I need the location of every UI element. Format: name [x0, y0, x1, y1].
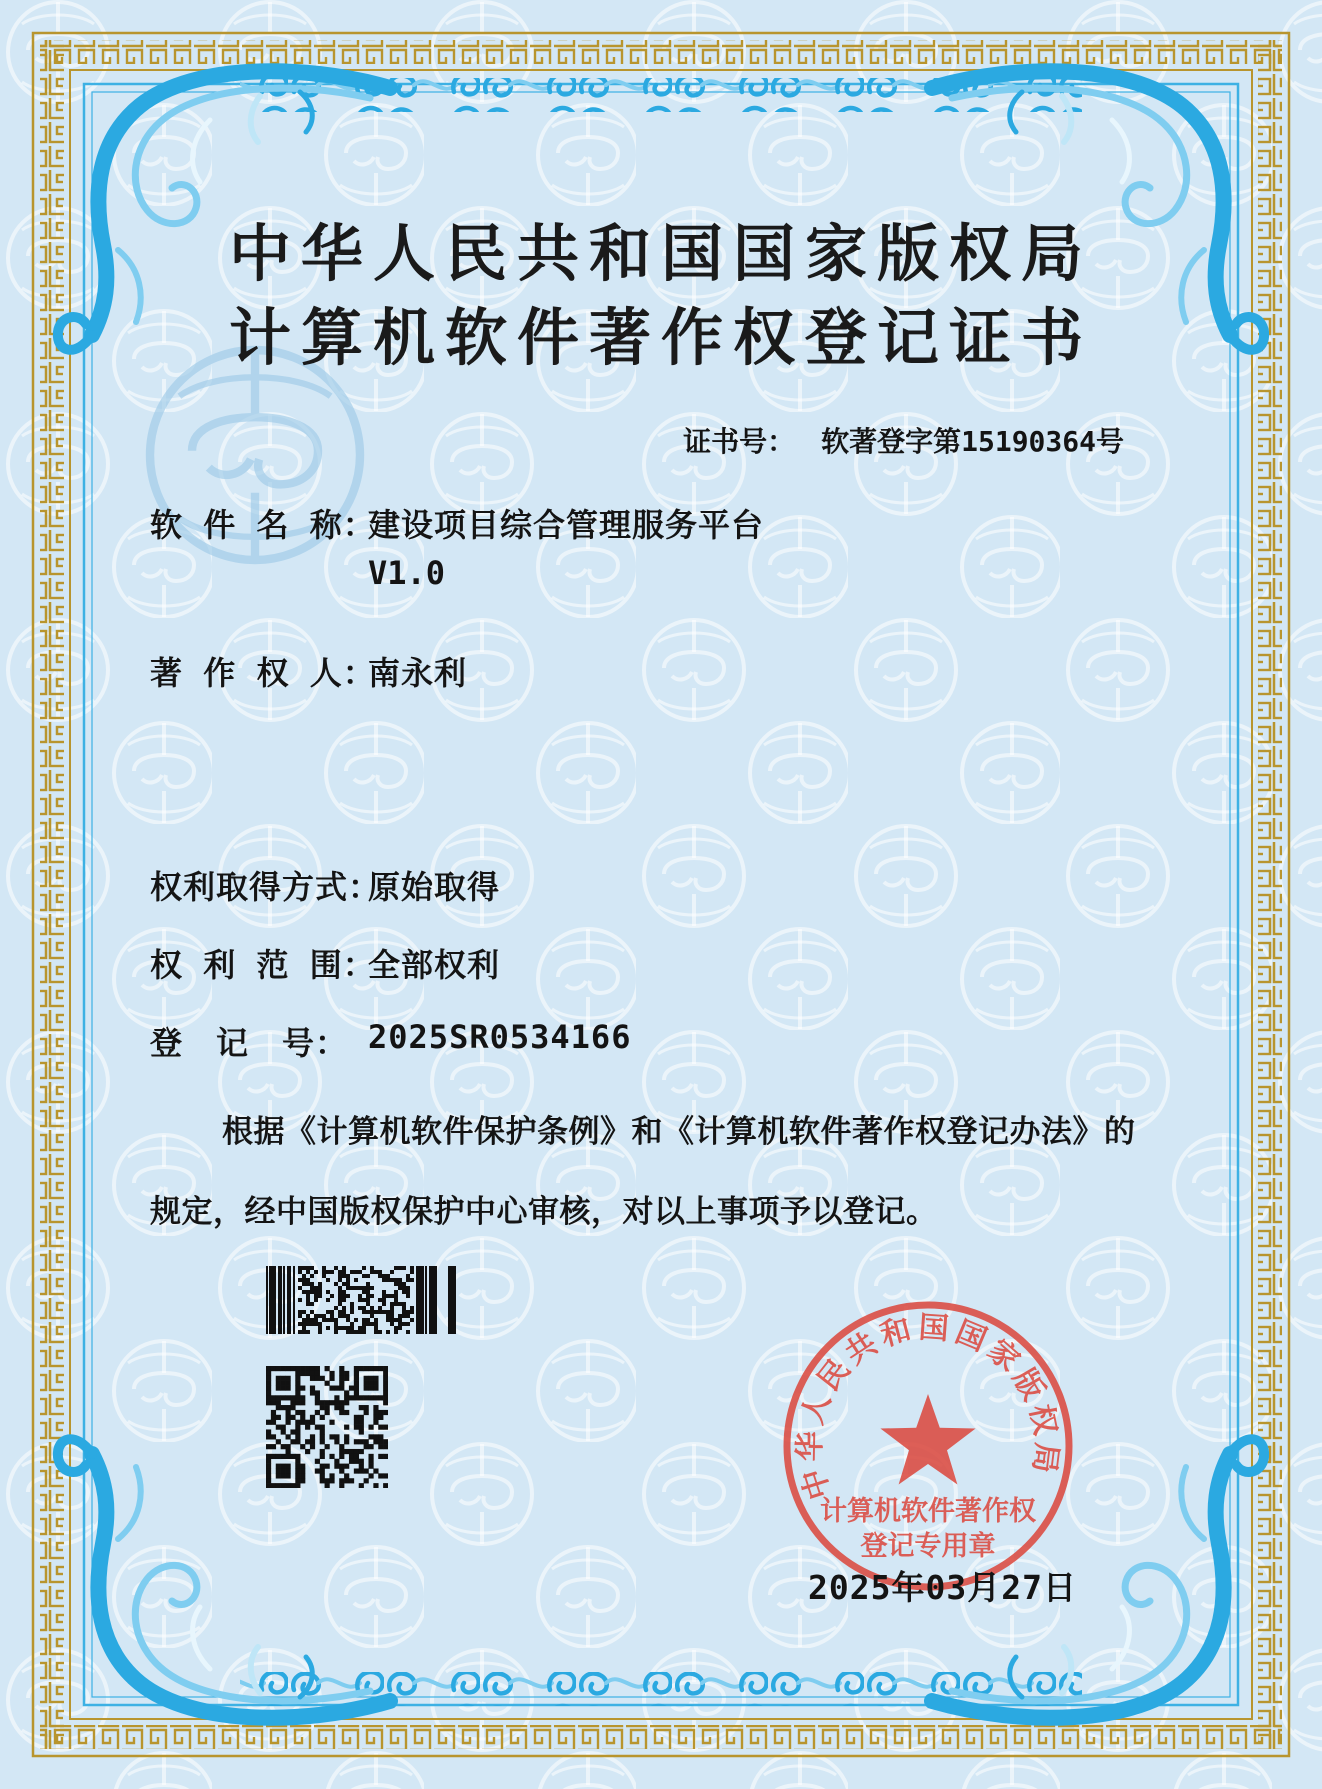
official-seal	[776, 1294, 1080, 1598]
meander-border-top	[40, 40, 1282, 64]
software-name-label: 软 件 名 称：	[150, 506, 376, 544]
acquisition-method-label: 权利取得方式：	[150, 868, 382, 906]
acquisition-method-value: 原始取得	[368, 868, 501, 906]
field-acquisition-method	[0, 862, 1322, 906]
field-rights-scope	[0, 940, 1322, 984]
seal-caption-line-1: 计算机软件著作权	[820, 1496, 1036, 1527]
software-version-value: V1.0	[368, 554, 446, 592]
registration-number-value: 2025SR0534166	[368, 1018, 632, 1056]
seal-caption-line-2: 登记专用章	[860, 1531, 996, 1562]
authority-title: 中华人民共和国国家版权局	[228, 221, 1093, 289]
rights-scope-label: 权 利 范 围：	[150, 946, 376, 984]
seal-ring-text: 中华人民共和国国家版权局	[792, 1310, 1065, 1504]
star-icon	[880, 1394, 975, 1485]
certificate-title: 计算机软件著作权登记证书	[228, 305, 1093, 373]
software-name-value: 建设项目综合管理服务平台	[368, 506, 765, 544]
registration-number-label: 登 记 号：	[150, 1024, 349, 1062]
registration-date: 2025年03月27日	[808, 1568, 1077, 1607]
statement-line-1: 根据《计算机软件保护条例》和《计算机软件著作权登记办法》的	[222, 1114, 1136, 1150]
field-software-name	[0, 500, 1322, 544]
meander-border-bottom	[40, 1725, 1282, 1749]
field-registration-number	[0, 1018, 1322, 1062]
copyright-holder-value: 南永利	[368, 654, 468, 692]
field-copyright-holder	[0, 648, 1322, 692]
barcode	[262, 1266, 458, 1334]
certificate-number-label: 证书号：	[683, 425, 796, 458]
rights-scope-value: 全部权利	[368, 946, 501, 984]
certificate-number-value: 软著登字第15190364号	[821, 425, 1124, 458]
statement-line-2: 规定，经中国版权保护中心审核，对以上事项予以登记。	[150, 1194, 938, 1230]
copyright-holder-label: 著 作 权 人：	[150, 654, 376, 692]
qr-code	[266, 1366, 388, 1488]
certificate-number-row	[683, 420, 1124, 460]
